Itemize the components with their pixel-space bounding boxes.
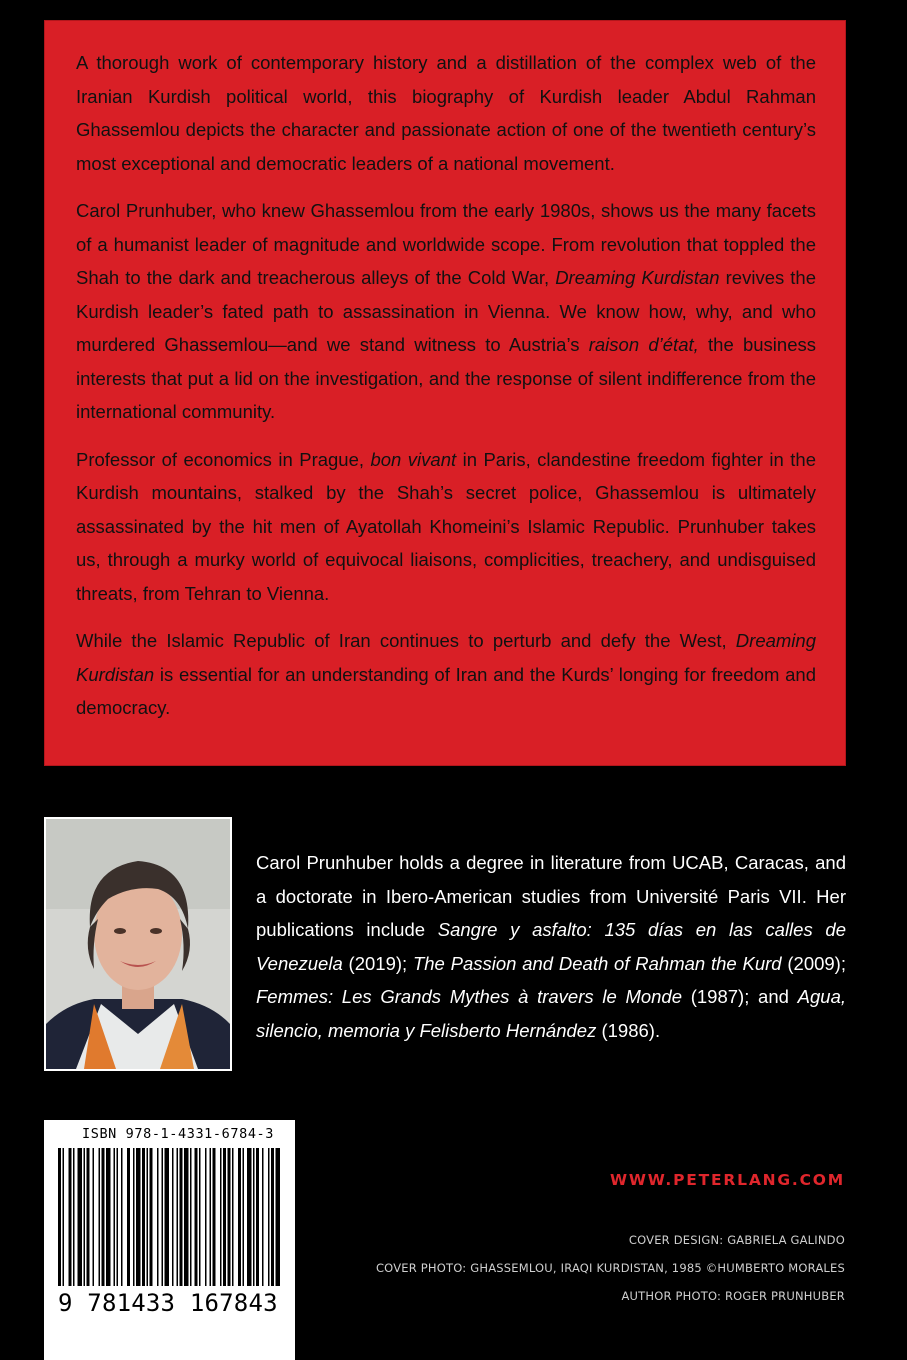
blurb-p4-text-b: is essential for an understanding of Iran and the Kurds’ longing for freedom and democracy. [76, 663, 816, 718]
publisher-website[interactable]: WWW.PETERLANG.COM [610, 1171, 845, 1189]
barcode-bar [180, 1148, 183, 1286]
author-portrait-image [46, 819, 230, 1069]
barcode-bar [247, 1148, 252, 1286]
blurb-p2-text-a: Carol Prunhuber, who knew Ghassemlou from the early 1980s, shows us the many facets of a humanist leader of magnitude and worldwide scope. From revolution that toppled the Shah to the dark and treacherous alleys of the Cold War, [76, 200, 816, 288]
isbn-label: ISBN 978-1-4331-6784-3 [82, 1126, 275, 1142]
barcode-bar [199, 1148, 201, 1286]
barcode-bar [228, 1148, 231, 1286]
credits-block [376, 1226, 845, 1310]
barcode-bar [232, 1148, 234, 1286]
bio-text-a: Carol Prunhuber holds a degree in literature from UCAB, Caracas, and a doctorate in Ibero-American studies from Université Paris VII. Her publications include [256, 852, 846, 940]
barcode-bar [99, 1148, 101, 1286]
blurb-p2-text-b: revives the Kurdish leader’s fated path to assassination in Vienna. We know how, why, and who murdered Ghassemlou—and we stand witness to Austria’s [76, 267, 816, 355]
publication-title-4: Agua, silencio, memoria y Felisberto Hernández [256, 986, 847, 1041]
raison-detat-italic: raison d’état, [588, 334, 699, 355]
bio-text-e: (1986). [596, 1019, 661, 1041]
bio-text-b: (2019); [342, 952, 413, 974]
barcode-bar [165, 1148, 170, 1286]
barcode-bar [121, 1148, 123, 1286]
barcode-bar [69, 1148, 72, 1286]
blurb-paragraph-2 [76, 194, 816, 429]
barcode-bar [73, 1148, 75, 1286]
barcode-bar [262, 1148, 264, 1286]
blurb-text [76, 46, 816, 739]
barcode-box [44, 1120, 295, 1360]
author-photo-credit: AUTHOR PHOTO: ROGER PRUNHUBER [621, 1289, 845, 1303]
barcode-bar [253, 1148, 255, 1286]
barcode-bar [106, 1148, 111, 1286]
barcode-bar [142, 1148, 145, 1286]
author-photo [44, 817, 232, 1071]
barcode-bar [276, 1148, 281, 1286]
barcode-bar [102, 1148, 105, 1286]
barcode-bar [223, 1148, 226, 1286]
barcode-bar [127, 1148, 130, 1286]
barcode-bar [136, 1148, 141, 1286]
barcode-bar [162, 1148, 164, 1286]
barcode-bar [268, 1148, 270, 1286]
barcode-bar [243, 1148, 245, 1286]
blurb-paragraph-4 [76, 624, 816, 725]
blurb-p2-text-c: the business interests that put a lid on the investigation, and the response of silent indifference from the international community. [76, 334, 816, 422]
barcode-bar [87, 1148, 90, 1286]
blurb-p1-text: A thorough work of contemporary history and a distillation of the complex web of the Iranian Kurdish political world, this biography of Kurdish leader Abdul Rahman Ghassemlou depicts the character and passionate action of one of the twentieth century’s most exceptional and democratic leaders of a national movement. [76, 52, 816, 174]
barcode-bar [117, 1148, 119, 1286]
barcode-digits: 9 781433 167843 [58, 1289, 278, 1317]
cover-photo-credit: COVER PHOTO: GHASSEMLOU, IRAQI KURDISTAN, 1985 ©HUMBERTO MORALES [375, 1261, 845, 1275]
barcode-bar [172, 1148, 174, 1286]
blurb-p4-text-a: While the Islamic Republic of Iran continues to perturb and defy the West, [76, 630, 736, 651]
publication-title-3: Femmes: Les Grands Mythes à travers le Monde [256, 986, 683, 1007]
barcode-bar [256, 1148, 259, 1286]
barcode-bar [114, 1148, 116, 1286]
barcode-bar [271, 1148, 274, 1286]
book-title-italic: Dreaming Kurdistan [76, 630, 816, 685]
barcode-bar [190, 1148, 192, 1286]
barcode-bar [210, 1148, 212, 1286]
barcode-bar [195, 1148, 198, 1286]
barcode-bar [150, 1148, 153, 1286]
barcode-bar [133, 1148, 135, 1286]
barcode-bar [184, 1148, 189, 1286]
publication-title-1: Sangre y asfalto: 135 días en las calles de Venezuela [256, 919, 846, 974]
barcode-bar [63, 1148, 65, 1286]
barcode-bar [213, 1148, 216, 1286]
barcode-bar [177, 1148, 179, 1286]
blurb-p3-text-b: in Paris, clandestine freedom fighter in the Kurdish mountains, stalked by the Shah’s secret police, Ghassemlou is ultimately assassinated by the hit men of Ayatollah Khomeini’s Islamic Republic. Prunhuber takes us, through a murky world of equivocal liaisons, complicities, treachery, and undisguised threats, from Tehran to Vienna. [76, 448, 816, 604]
publication-title-2: The Passion and Death of Rahman the Kurd [412, 952, 782, 974]
bio-text-c: (2009); [781, 952, 846, 974]
barcode-bar [58, 1148, 61, 1286]
barcode-bar [205, 1148, 207, 1286]
book-title-italic: Dreaming Kurdistan [555, 267, 720, 288]
bio-text-d: (1987); and [682, 986, 798, 1007]
barcode-bar [147, 1148, 149, 1286]
barcode-bar [238, 1148, 241, 1286]
cover-design-credit: COVER DESIGN: GABRIELA GALINDO [628, 1233, 845, 1247]
bon-vivant-italic: bon vivant [370, 448, 457, 470]
barcode-bar [84, 1148, 86, 1286]
barcode-bar [93, 1148, 95, 1286]
author-bio [256, 846, 846, 1047]
barcode-bars [56, 1148, 282, 1294]
blurb-p3-text-a: Professor of economics in Prague, [76, 448, 371, 470]
barcode-bar [78, 1148, 83, 1286]
barcode-bar [220, 1148, 222, 1286]
blurb-paragraph-3 [76, 443, 816, 611]
author-bio-paragraph [256, 846, 846, 1047]
barcode-bar [157, 1148, 159, 1286]
blurb-paragraph-1 [76, 46, 816, 180]
